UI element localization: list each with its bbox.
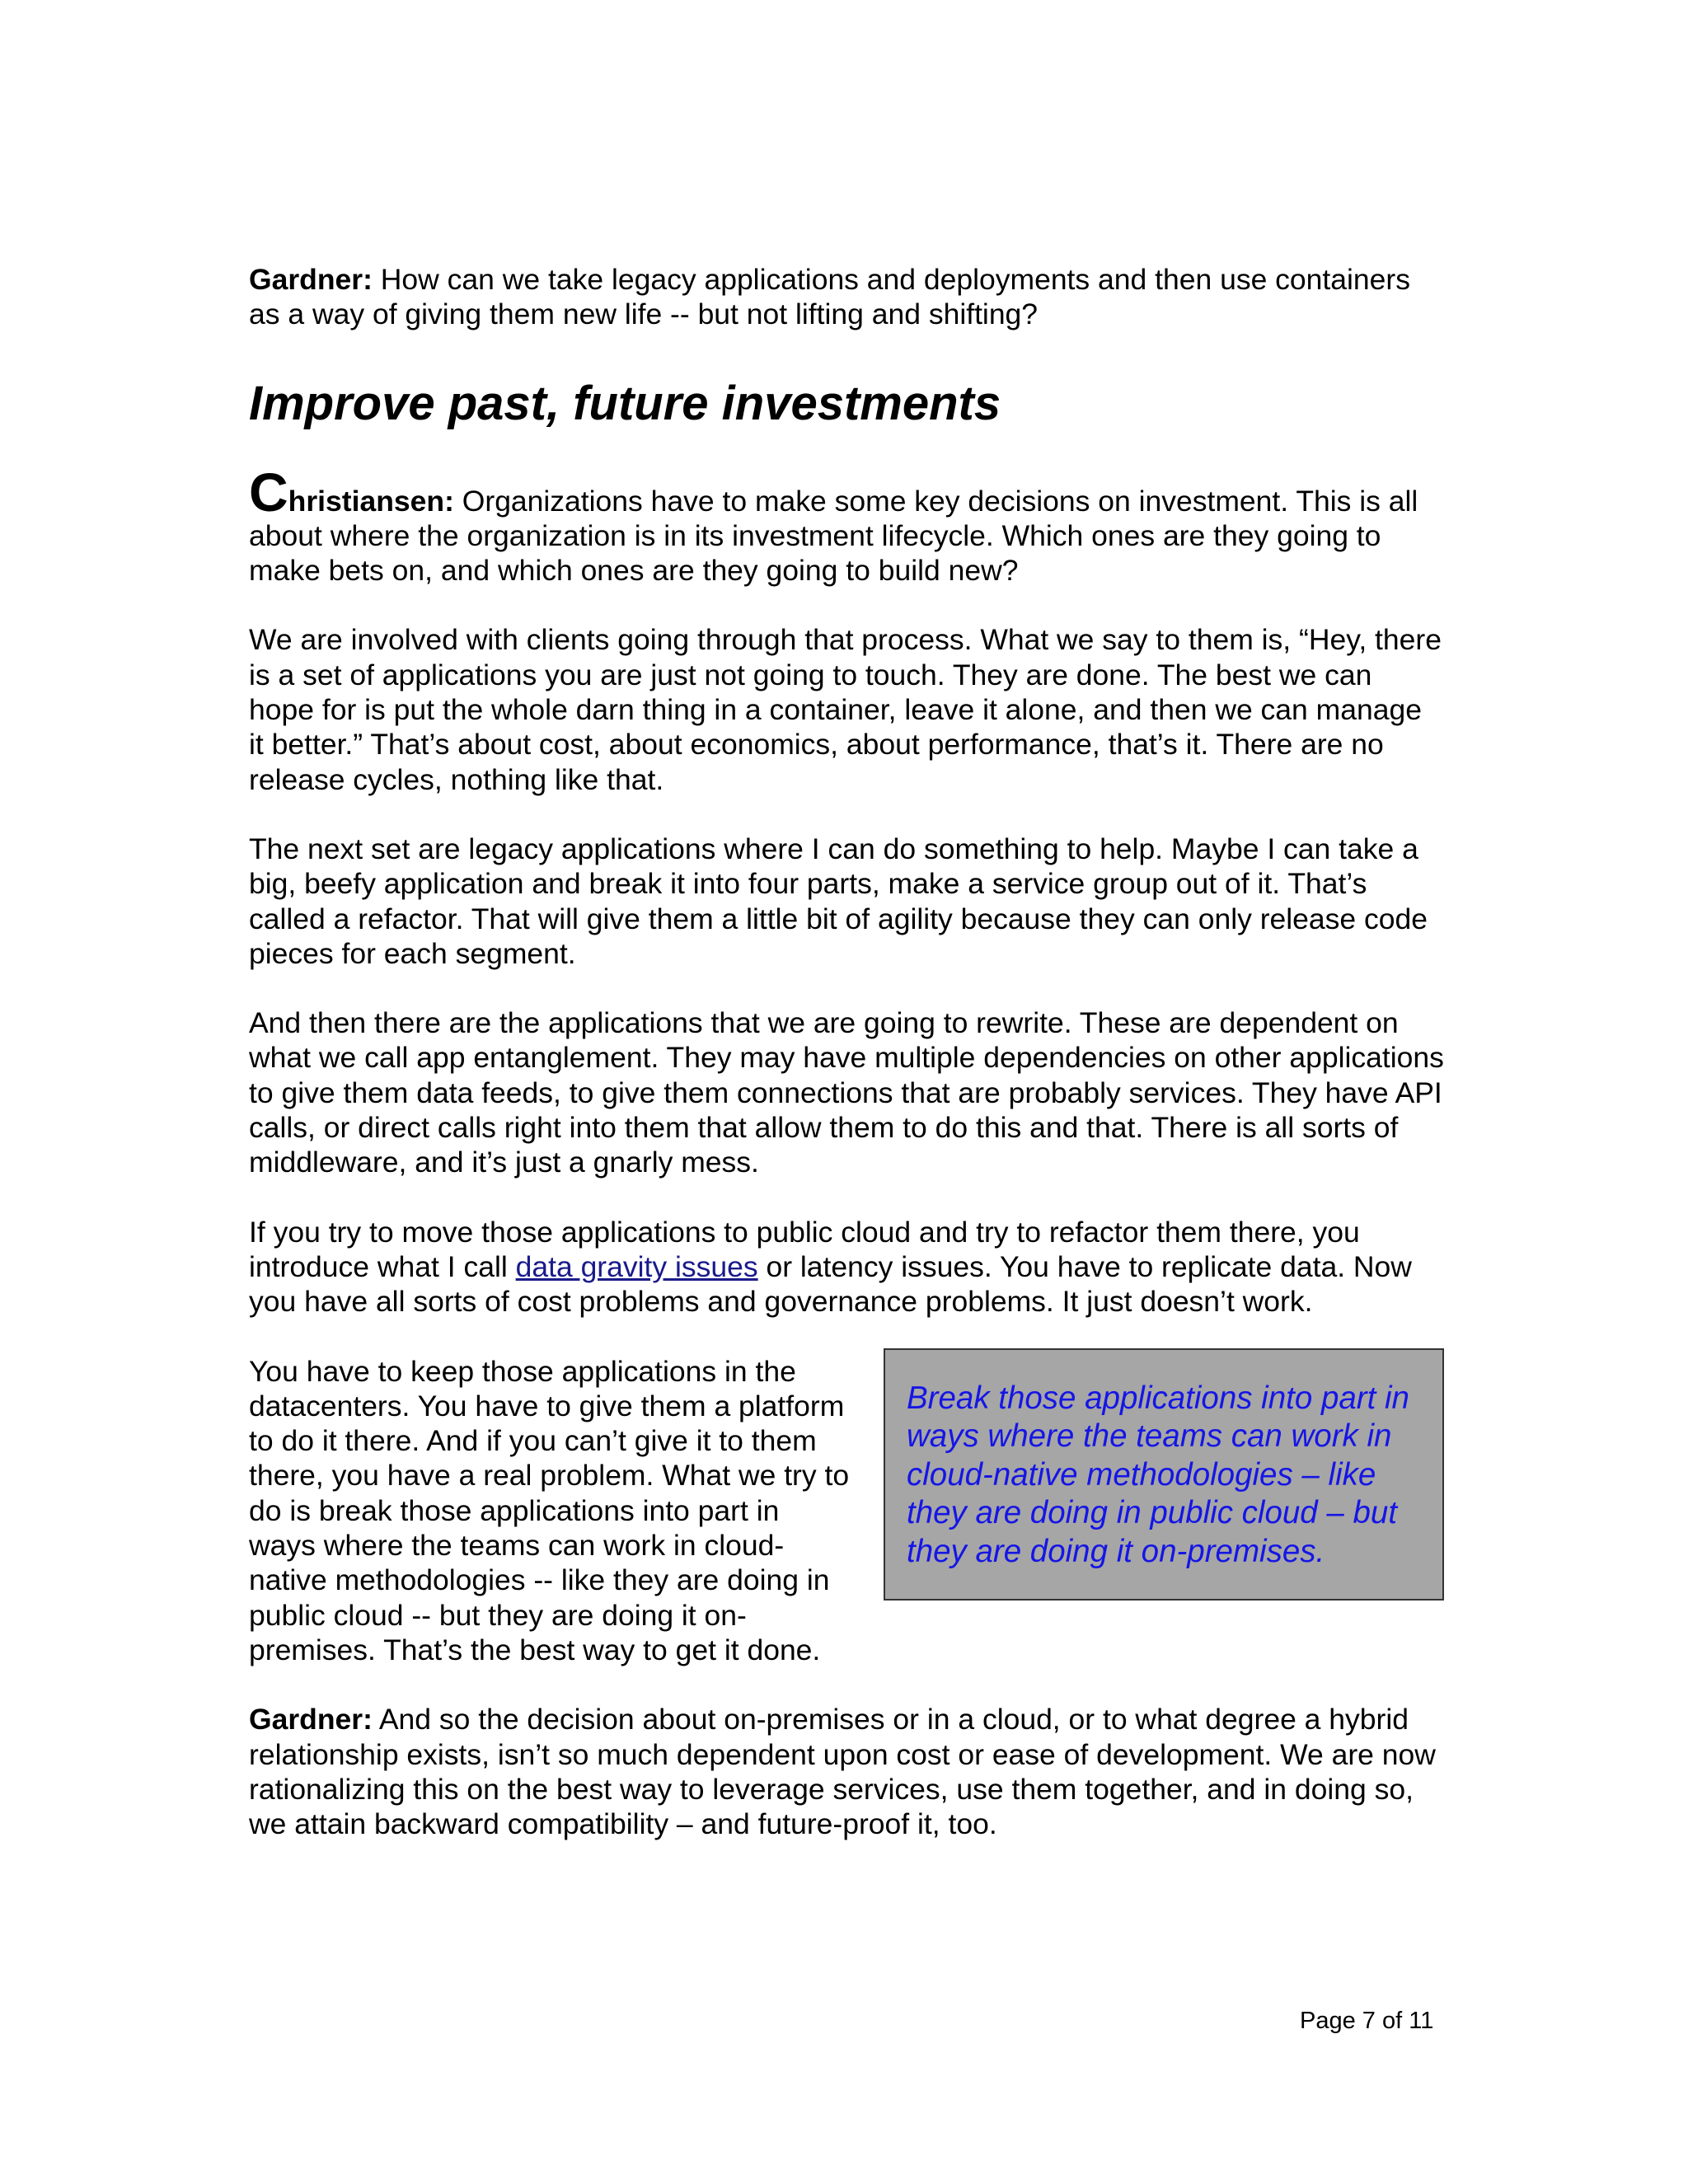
speaker-label: Gardner: [249, 263, 373, 296]
pull-quote-box: Break those applications into part in ways where the teams can work in cloud-native methodologies – like they are doing in public cloud – but they are doing it on-premises. [884, 1348, 1444, 1601]
body-paragraph: The next set are legacy applications where I can do something to help. Maybe I can take a big, beefy application and break it into four parts, make a service group out of it. That’s called a refactor. That will give them a little bit of agility because they can only release code pieces for each segment. [249, 832, 1428, 970]
body-paragraph: You have to keep those applications in the datacenters. You have to give them a platform to do it there. And if you can’t give it to them there, you have a real problem. What we try to do is break those applications into part in ways where the teams can work in cloud-native methodologies -- like they are doing in public cloud -- but they are doing it on-premises. That’s the best way to get it done. [249, 1354, 850, 1666]
paragraph-text: Organizations have to make some key decisions on investment. This is all about where the organization is in its investment lifecycle. Which ones are they going to make bets on, and which ones are they going to build new? [249, 484, 1418, 588]
body-paragraph: We are involved with clients going through that process. What we say to them is, “Hey, there is a set of applications you are just not going to touch. They are done. The best we can hope for is put the whole darn thing in a container, leave it alone, and then we can manage it better.” That’s about cost, about economics, about performance, that’s it. There are no release cycles, nothing like that. [249, 623, 1442, 796]
section-heading: Improve past, future investments [249, 376, 1001, 430]
drop-cap: C [249, 461, 288, 523]
closing-paragraph [249, 1702, 1444, 1841]
body-paragraph: And then there are the applications that we are going to rewrite. These are dependent on what we call app entanglement. They may have multiple dependencies on other applications to give them data feeds, to give them connections that are probably services. They have API calls, or direct calls right into them that allow them to do this and that. There is all sorts of middleware, and it’s just a gnarly mess. [249, 1006, 1444, 1179]
paragraph-text: or latency issues. You have to replicate data. Now you have all sorts of cost problems and governance problems. It just doesn’t work. [249, 1249, 1412, 1319]
intro-paragraph [249, 262, 1444, 332]
speaker-label: Gardner: [249, 1703, 373, 1736]
data-gravity-link[interactable]: data gravity issues [515, 1249, 758, 1283]
response-paragraph [249, 461, 1444, 588]
paragraph-text: How can we take legacy applications and deployments and then use containers as a way of giving them new life -- but not lifting and shifting? [249, 263, 1410, 331]
paragraph-text: And so the decision about on-premises or in a cloud, or to what degree a hybrid relationship exists, isn’t so much dependent upon cost or ease of development. We are now rationalizing this on the best way to leverage services, use them together, and in doing so, we attain backward compatibility – and future-proof it, too. [249, 1703, 1436, 1841]
article-body [249, 262, 1444, 1876]
paragraph-text: If you try to move those applications to public cloud and try to refactor them there, you introduce what I call [249, 1215, 1360, 1283]
speaker-label: hristiansen: [288, 484, 454, 518]
page-number: Page 7 of 11 [1300, 2008, 1434, 2034]
body-paragraph [249, 1215, 1444, 1319]
